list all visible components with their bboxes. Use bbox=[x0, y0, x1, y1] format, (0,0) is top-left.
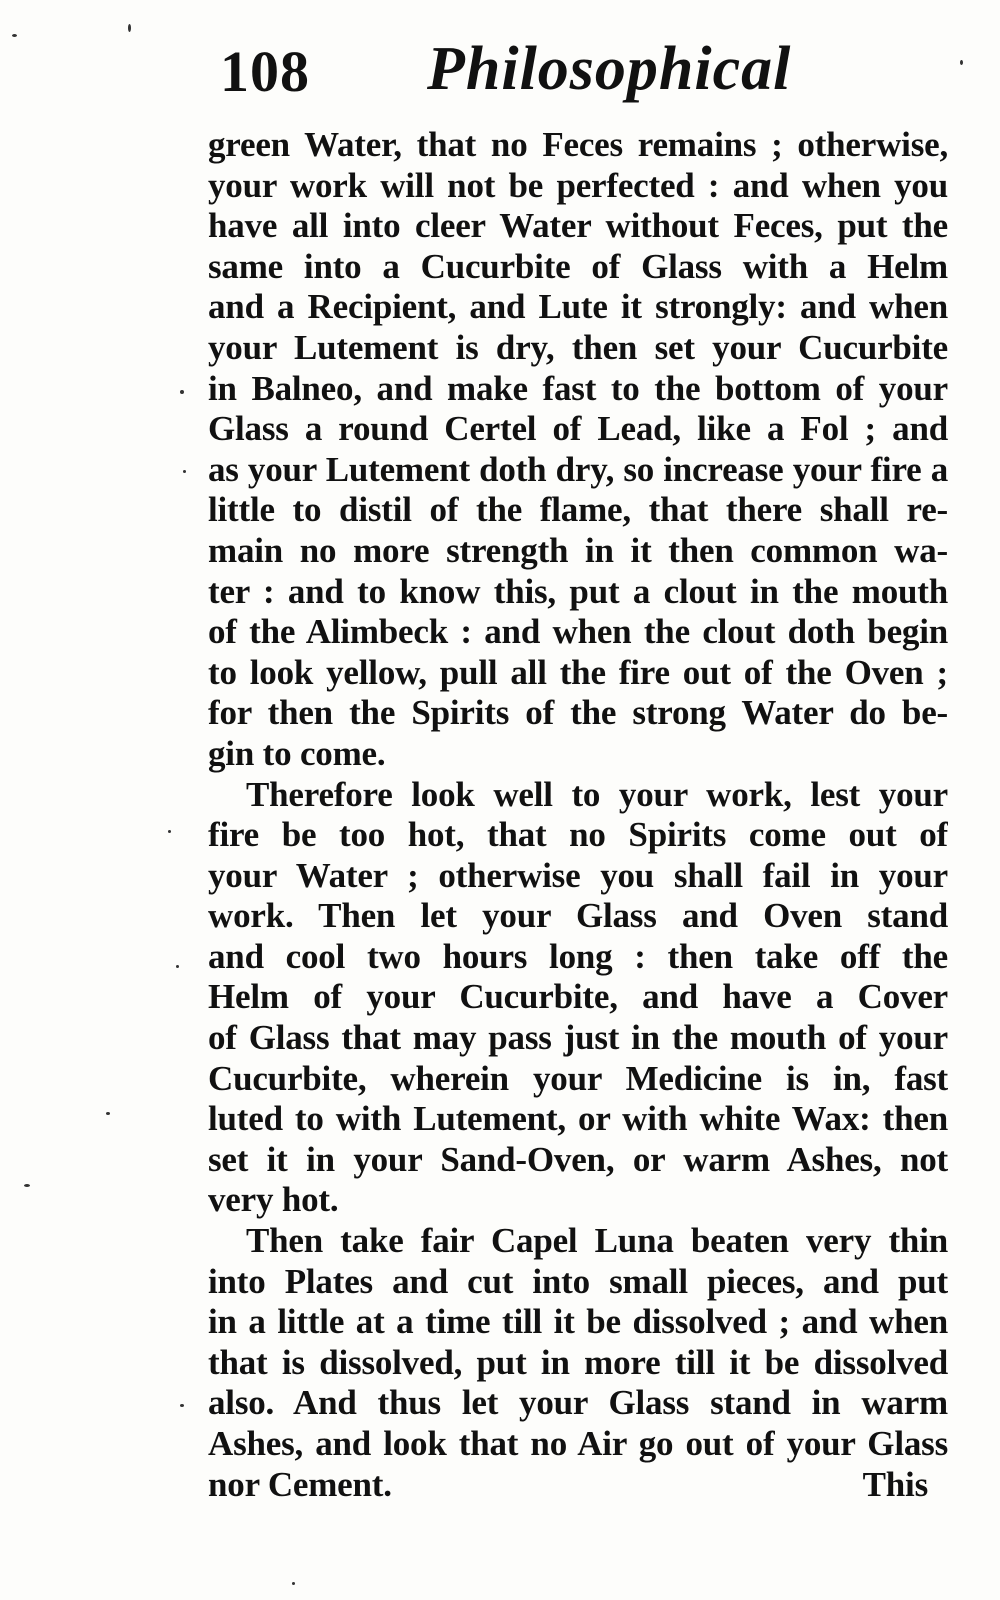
text-line: Ashes, and look that no Air go out of your Glass bbox=[208, 1424, 948, 1463]
speck bbox=[180, 1404, 184, 1407]
text-line: gin to come. bbox=[208, 733, 386, 773]
page-number: 108 bbox=[220, 39, 310, 104]
page-header bbox=[212, 30, 792, 110]
text-line: Cucurbite, wherein your Medicine is in, fast bbox=[208, 1058, 948, 1098]
text-line: Helm of your Cucurbite, and have a Cover bbox=[208, 977, 948, 1017]
running-head: Philosophical bbox=[427, 35, 792, 103]
text-line: also. And thus let your Glass stand in warm bbox=[208, 1383, 948, 1423]
text-line: and cool two hours long : then take off the bbox=[208, 936, 948, 976]
text-line: green Water, that no Feces remains ; otherwise, bbox=[208, 125, 948, 164]
text-line: ter : and to know this, put a clout in the mouth bbox=[208, 571, 948, 611]
speck bbox=[12, 34, 17, 37]
speck bbox=[176, 965, 179, 968]
text-line: your Water ; otherwise you shall fail in your bbox=[208, 855, 948, 895]
text-line: same into a Cucurbite of Glass with a Helm bbox=[208, 246, 948, 286]
text-line: very hot. bbox=[208, 1180, 339, 1220]
text-line: and a Recipient, and Lute it strongly: and when bbox=[208, 287, 948, 327]
text-line: as your Lutement doth dry, so increase your fire a bbox=[208, 449, 948, 489]
text-line: work. Then let your Glass and Oven stand bbox=[208, 896, 948, 936]
speck bbox=[960, 60, 963, 65]
text-line: in Balneo, and make fast to the bottom of your bbox=[208, 368, 948, 408]
text-line: of Glass that may pass just in the mouth of your bbox=[208, 1018, 948, 1058]
text-line: to look yellow, pull all the fire out of the Oven ; bbox=[208, 652, 948, 692]
text-line: nor Cement. bbox=[208, 1464, 392, 1504]
speck bbox=[106, 1112, 110, 1115]
text-line: of the Alimbeck : and when the clout doth begin bbox=[208, 612, 948, 652]
speck bbox=[180, 390, 184, 394]
text-line: for then the Spirits of the strong Water do be- bbox=[208, 693, 948, 733]
last-line bbox=[208, 1465, 948, 1506]
speck bbox=[168, 830, 171, 833]
text-line: into Plates and cut into small pieces, and put bbox=[208, 1261, 948, 1301]
text-line: luted to with Lutement, or with white Wax: then bbox=[208, 1099, 948, 1139]
text-line: fire be too hot, that no Spirits come out of bbox=[208, 815, 948, 855]
paragraph-first-line: Then take fair Capel Luna beaten very thin bbox=[246, 1221, 948, 1261]
text-line: Glass a round Certel of Lead, like a Fol ; and bbox=[208, 409, 948, 449]
text-line: set it in your Sand-Oven, or warm Ashes, not bbox=[208, 1139, 948, 1179]
speck bbox=[128, 24, 131, 32]
text-line: your work will not be perfected : and when you bbox=[208, 165, 948, 205]
text-line: that is dissolved, put in more till it be dissolved bbox=[208, 1342, 948, 1382]
text-line: in a little at a time till it be dissolved ; and when bbox=[208, 1302, 948, 1342]
text-line: main no more strength in it then common wa- bbox=[208, 530, 948, 570]
body-text bbox=[208, 125, 948, 1505]
text-line: your Lutement is dry, then set your Cucurbite bbox=[208, 327, 948, 367]
speck bbox=[183, 470, 186, 473]
speck bbox=[24, 1184, 30, 1187]
catchword: This bbox=[862, 1464, 928, 1504]
paragraph-first-line: Therefore look well to your work, lest your bbox=[246, 774, 948, 814]
text-line: have all into cleer Water without Feces, put the bbox=[208, 206, 948, 246]
text-line: little to distil of the flame, that there shall re- bbox=[208, 490, 948, 530]
speck bbox=[292, 1582, 295, 1585]
